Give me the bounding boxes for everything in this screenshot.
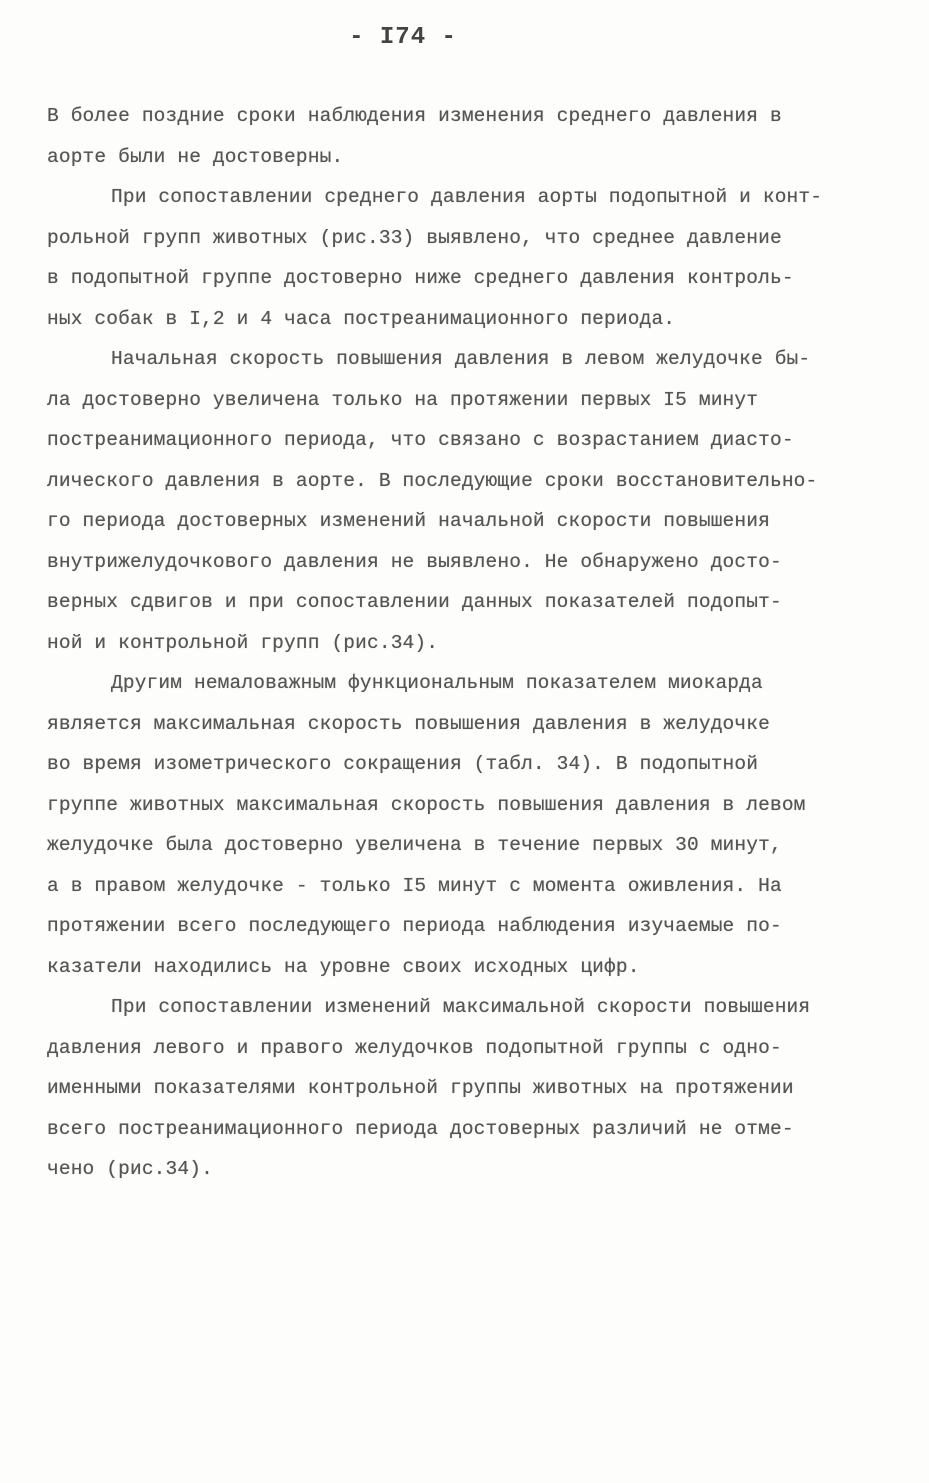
text-line: постреанимационного периода, что связано с возрастанием диасто- xyxy=(47,429,794,451)
text-line: ной и контрольной групп (рис.34). xyxy=(47,631,439,654)
text-line: протяжении всего последующего периода наблюдения изучаемые по- xyxy=(47,915,782,937)
paragraph-4 xyxy=(47,663,887,987)
text-line: давления левого и правого желудочков подопытной группы с одно- xyxy=(47,1036,782,1059)
text-line: желудочке была достоверно увеличена в течение первых 30 минут, xyxy=(47,834,782,856)
text-line: казатели находились на уровне своих исходных цифр. xyxy=(47,955,640,978)
text-line: а в правом желудочке - только I5 минут с момента оживления. На xyxy=(47,874,782,897)
paragraph-5 xyxy=(47,987,887,1190)
text-line: внутрижелудочкового давления не выявлено. Не обнаружено досто- xyxy=(47,550,782,573)
text-line: ла достоверно увеличена только на протяжении первых I5 минут xyxy=(47,388,759,411)
text-line: Начальная скорость повышения давления в левом желудочке бы- xyxy=(111,348,811,370)
text-line: в подопытной группе достоверно ниже среднего давления контроль- xyxy=(47,267,794,289)
paragraph-3 xyxy=(47,339,887,663)
text-line: ных собак в I,2 и 4 часа постреанимационного периода. xyxy=(47,307,676,330)
text-line: лического давления в аорте. В последующие сроки восстановительно- xyxy=(47,469,818,492)
text-line: Другим немаловажным функциональным показателем миокарда xyxy=(111,672,763,694)
text-line: во время изометрического сокращения (табл. 34). В подопытной xyxy=(47,753,759,775)
paragraph-1 xyxy=(47,96,887,177)
paragraph-2 xyxy=(47,177,887,339)
text-line: является максимальная скорость повышения давления в желудочке xyxy=(47,712,770,735)
text-line: группе животных максимальная скорость повышения давления в левом xyxy=(47,793,806,816)
body-text xyxy=(47,96,887,1190)
text-line: верных сдвигов и при сопоставлении данных показателей подопыт- xyxy=(47,591,782,613)
text-line: всего постреанимационного периода достоверных различий не отме- xyxy=(47,1117,794,1140)
page-number: - I74 - xyxy=(349,24,457,51)
text-line: го периода достоверных изменений начальной скорости повышения xyxy=(47,510,770,532)
text-line: чено (рис.34). xyxy=(47,1158,213,1180)
text-line: именными показателями контрольной группы животных на протяжении xyxy=(47,1077,794,1099)
text-line: аорте были не достоверны. xyxy=(47,145,344,168)
text-line: При сопоставлении среднего давления аорты подопытной и конт- xyxy=(111,186,823,208)
text-line: При сопоставлении изменений максимальной скорости повышения xyxy=(111,996,811,1018)
text-line: рольной групп животных (рис.33) выявлено, что среднее давление xyxy=(47,226,782,249)
text-line: В более поздние сроки наблюдения изменения среднего давления в xyxy=(47,105,782,127)
